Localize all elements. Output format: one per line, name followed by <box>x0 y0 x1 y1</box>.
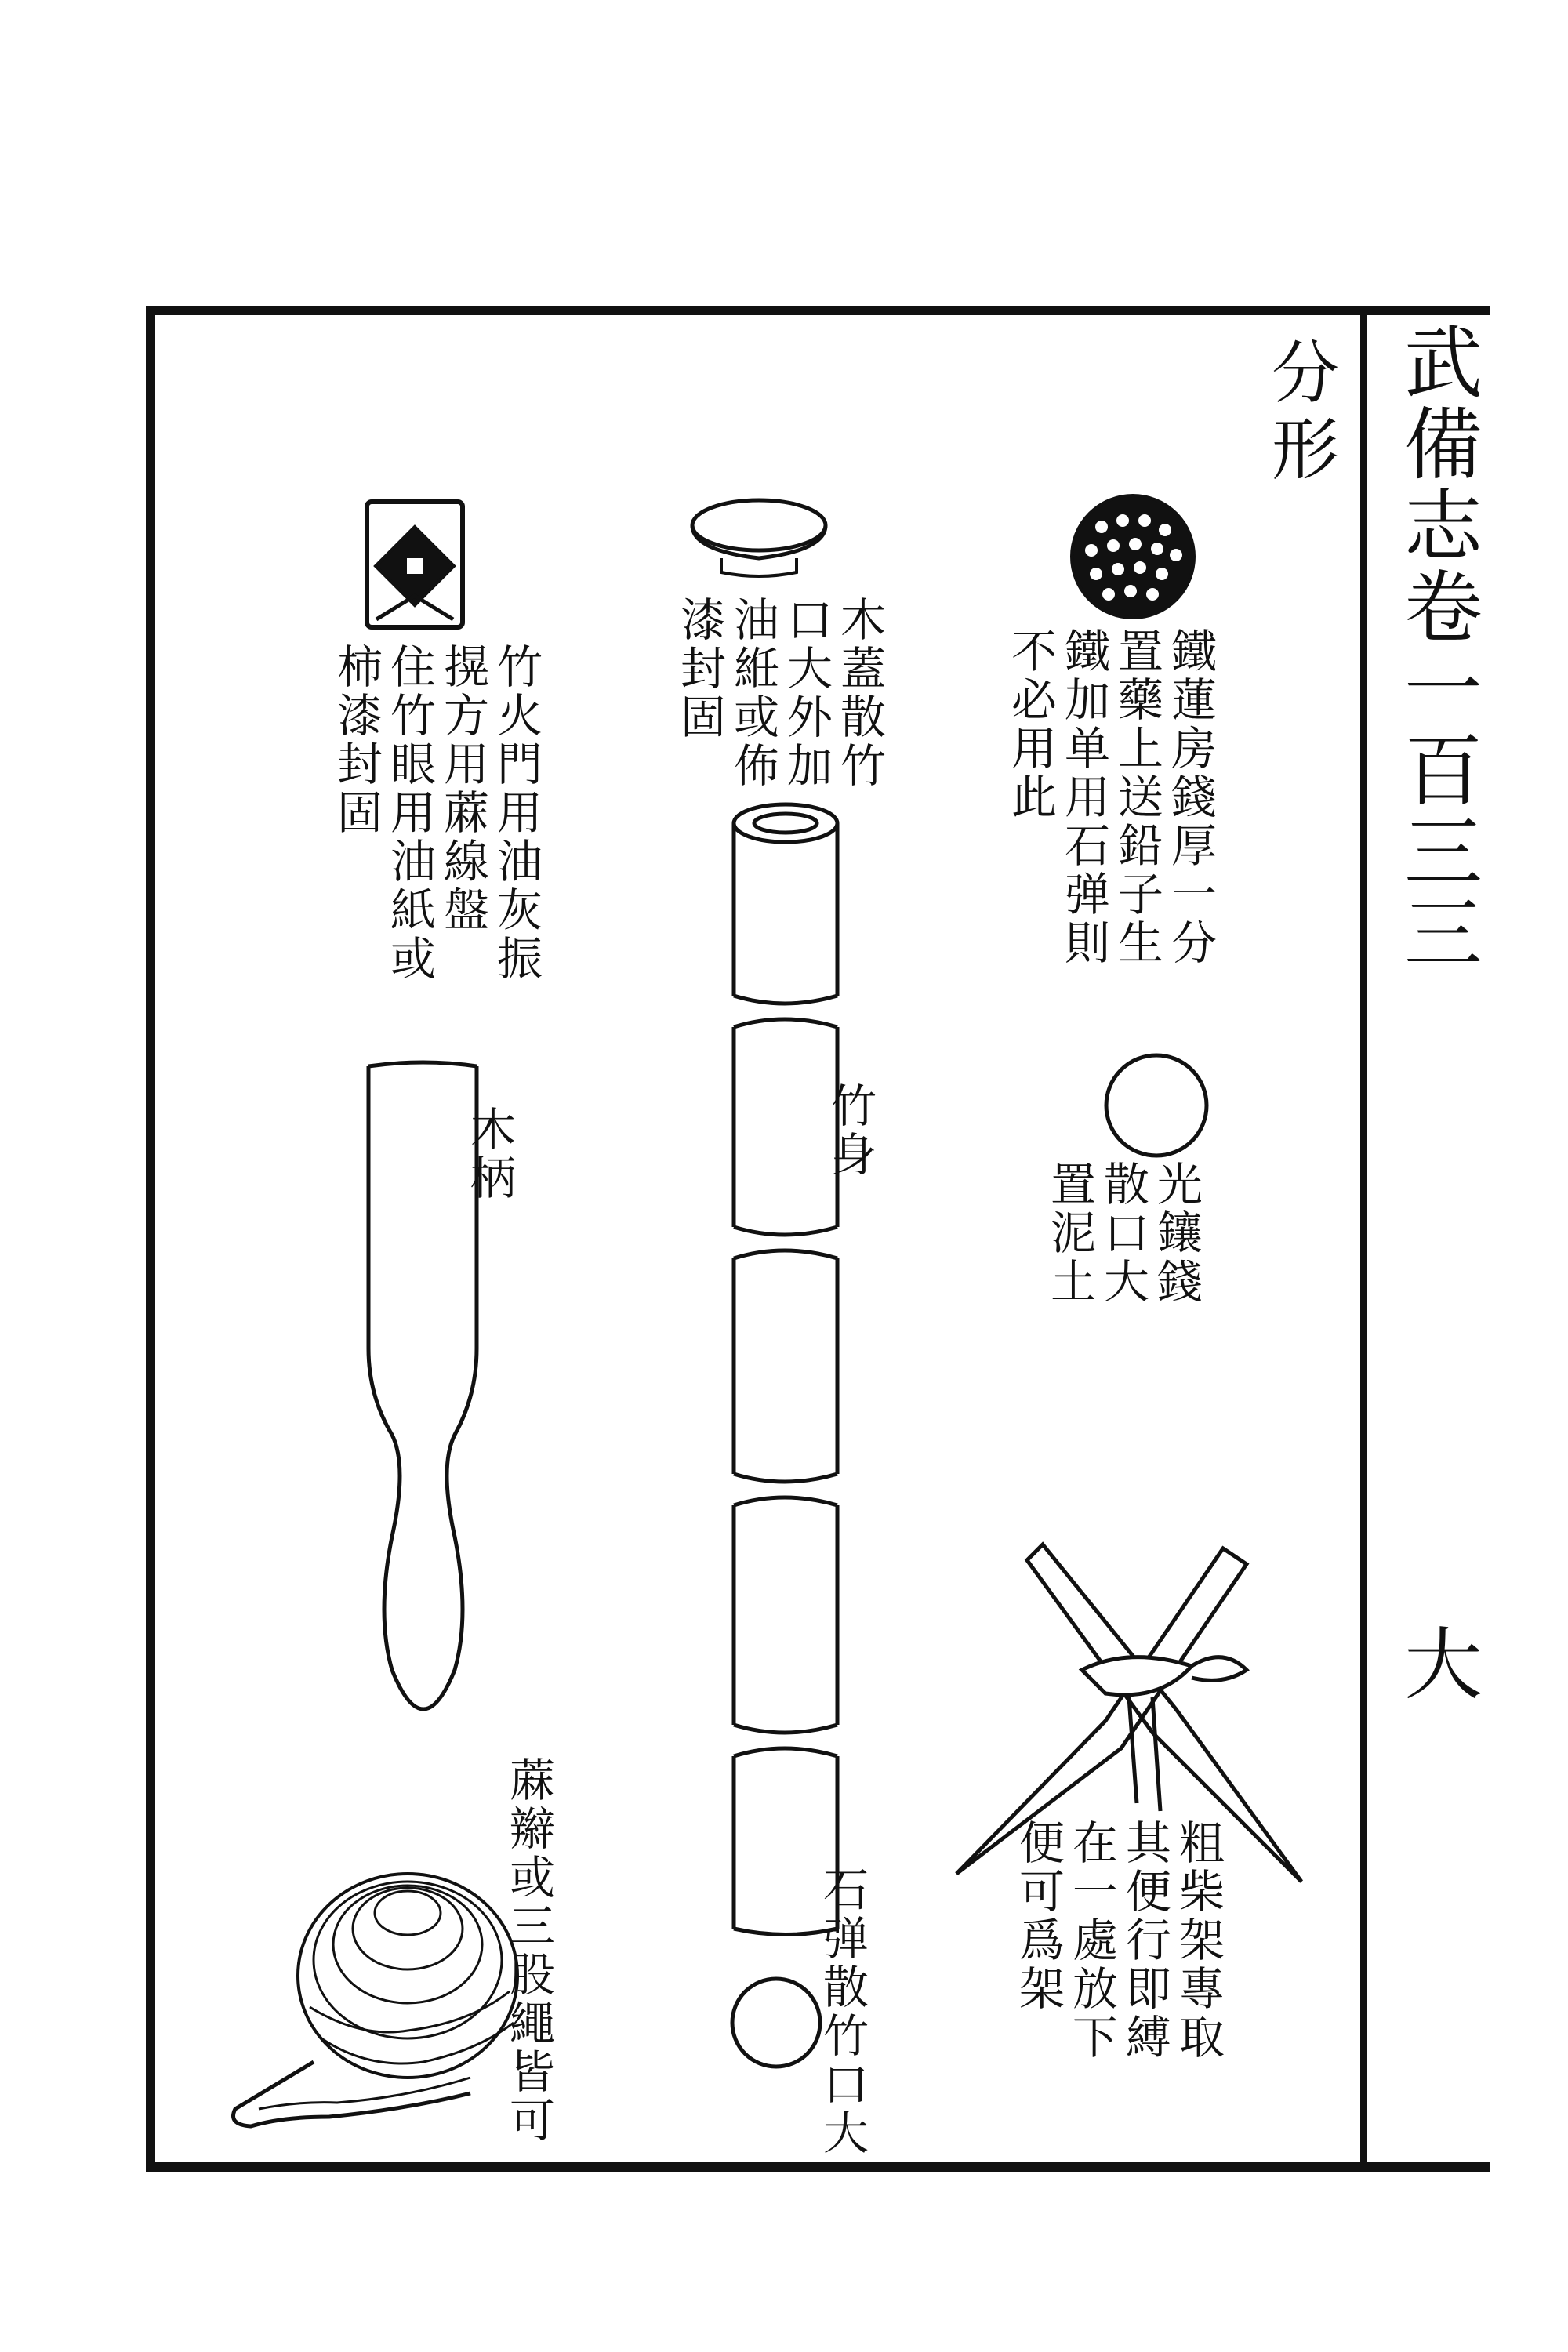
label-bamboo-body: 竹身 <box>823 1082 877 1179</box>
label-firewood-stand: 粗柴架專取 其便行即縛 在一處放下 便可爲架 <box>1011 1819 1225 2062</box>
label-iron-lotus: 鐵蓮房錢厚一分 置藥上送鉛子生 鐵加单用石弹則 不必用此 <box>1004 627 1217 967</box>
wood-cover-lid-icon <box>692 500 826 576</box>
hemp-rope-coil-icon <box>234 1874 518 2126</box>
bamboo-tube-icon <box>734 804 837 1935</box>
label-wood-handle: 木柄 <box>463 1105 516 1203</box>
wood-handle-icon <box>368 1062 477 1709</box>
label-hemp-rope: 蔴辮或三股繩皆可 <box>502 1756 555 2145</box>
fire-gate-cap-icon <box>367 502 463 627</box>
label-stone-pellet: 石弹散竹口大 <box>815 1866 869 2158</box>
label-wood-cover: 木蓋散竹 口大外加 油絍或佈 漆封固 <box>673 596 886 790</box>
margin-title: 武備志卷一百三三 <box>1391 321 1483 974</box>
section-title: 分形 <box>1260 337 1338 491</box>
label-fire-gate: 竹火門用油灰振 㨪方用蔴線盤 住竹眼用油紙或 柿漆封固 <box>329 643 543 983</box>
iron-lotus-disc-icon <box>1072 495 1194 618</box>
margin-page-number: 大 <box>1391 1623 1483 1704</box>
label-bright-pellet: 光鑲錢 散口大 置泥土 <box>1043 1160 1203 1306</box>
crossed-stakes-icon <box>956 1544 1301 1882</box>
stone-pellet-icon <box>732 1979 820 2067</box>
round-pellet-icon <box>1106 1055 1207 1156</box>
